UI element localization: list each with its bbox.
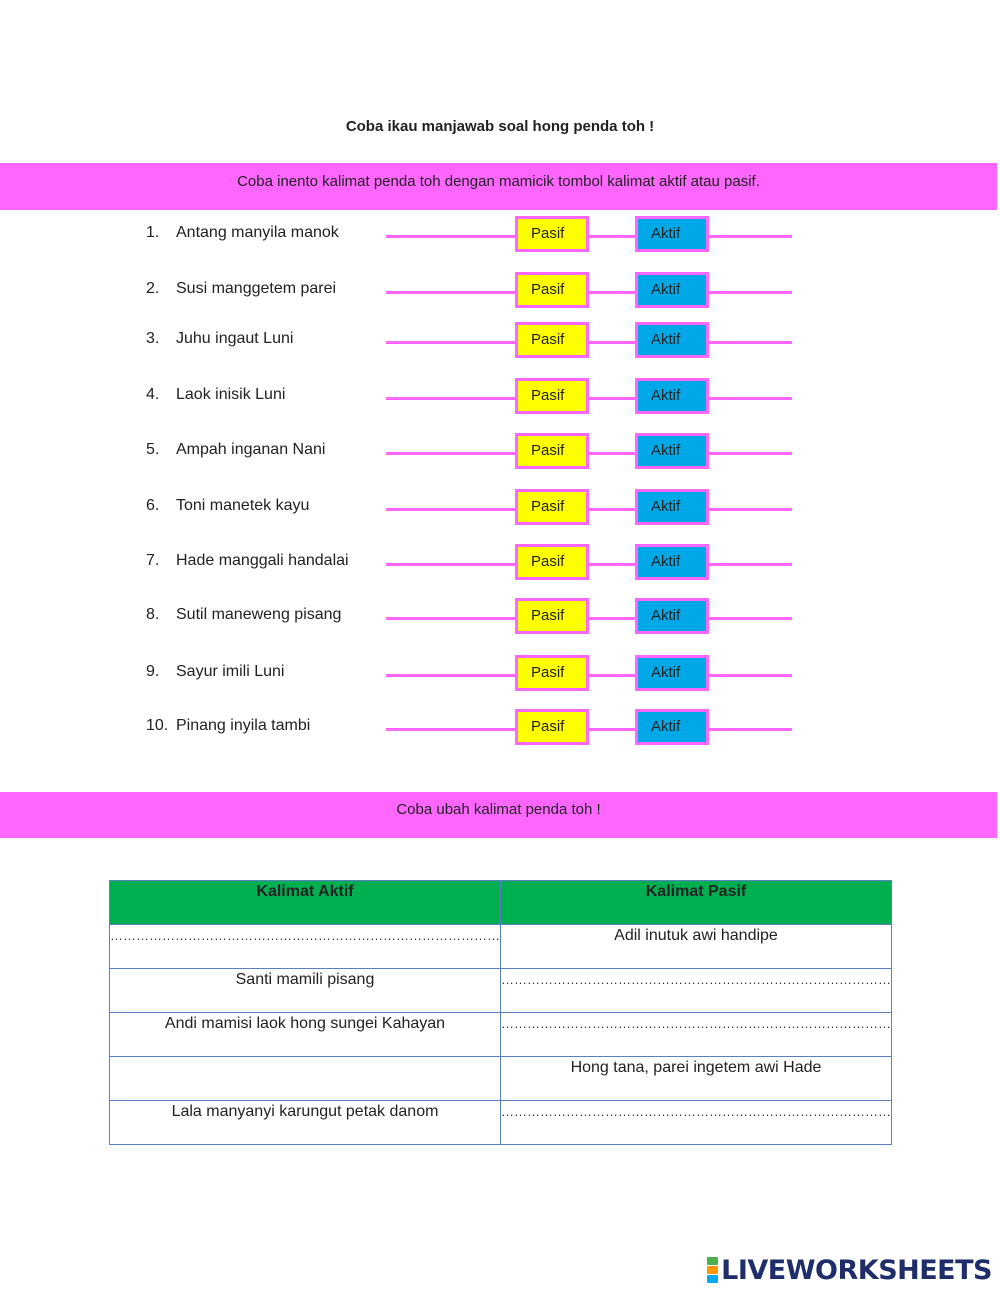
connector-line (588, 617, 636, 620)
question-text: Ampah inganan Nani (176, 441, 326, 458)
question-number: 10. (146, 717, 169, 734)
question-row (0, 655, 1000, 695)
pasif-cell[interactable] (501, 1101, 892, 1145)
question-number: 3. (146, 330, 160, 347)
pasif-cell: Adil inutuk awi handipe (501, 925, 892, 969)
answer-blank[interactable]: ……………………………………………………………………………… (501, 1016, 891, 1031)
table-row (110, 969, 892, 1013)
connector-line (386, 563, 516, 566)
question-number: 7. (146, 552, 160, 569)
header-kalimat-aktif: Kalimat Aktif (110, 881, 501, 925)
question-number: 9. (146, 663, 160, 680)
answer-blank[interactable]: ……………………………………………………………………………… (501, 972, 891, 987)
page-title: Coba ikau manjawab soal hong penda toh ! (345, 118, 655, 135)
pasif-button[interactable]: Pasif (515, 655, 589, 691)
connector-line (708, 617, 792, 620)
connector-line (386, 508, 516, 511)
instruction-banner-1: Coba inento kalimat penda toh dengan mamicik tombol kalimat aktif atau pasif. (0, 163, 997, 210)
aktif-cell[interactable] (110, 925, 501, 969)
aktif-cell: Lala manyanyi karungut petak danom (110, 1101, 501, 1145)
aktif-button[interactable]: Aktif (635, 489, 709, 525)
connector-line (386, 452, 516, 455)
answer-table (109, 880, 892, 1145)
question-text: Antang manyila manok (176, 224, 339, 241)
question-text: Laok inisik Luni (176, 386, 286, 403)
question-row (0, 544, 1000, 584)
pasif-cell[interactable] (501, 969, 892, 1013)
question-row (0, 709, 1000, 749)
aktif-button[interactable]: Aktif (635, 322, 709, 358)
question-number: 4. (146, 386, 160, 403)
connector-line (386, 674, 516, 677)
answer-blank[interactable]: ……………………………………………………………………………… (501, 1104, 891, 1119)
pasif-button[interactable]: Pasif (515, 378, 589, 414)
connector-line (588, 341, 636, 344)
connector-line (708, 235, 792, 238)
question-row (0, 433, 1000, 473)
connector-line (386, 341, 516, 344)
liveworksheets-logo (707, 1252, 992, 1288)
connector-line (708, 341, 792, 344)
aktif-cell[interactable] (110, 1057, 501, 1101)
connector-line (708, 674, 792, 677)
connector-line (386, 235, 516, 238)
aktif-button[interactable]: Aktif (635, 709, 709, 745)
connector-line (588, 674, 636, 677)
aktif-button[interactable]: Aktif (635, 272, 709, 308)
connector-line (588, 397, 636, 400)
logo-mark-block (707, 1275, 718, 1283)
pasif-button[interactable]: Pasif (515, 433, 589, 469)
connector-line (588, 508, 636, 511)
connector-line (708, 452, 792, 455)
pasif-button[interactable]: Pasif (515, 272, 589, 308)
connector-line (588, 728, 636, 731)
aktif-button[interactable]: Aktif (635, 544, 709, 580)
question-text: Toni manetek kayu (176, 497, 310, 514)
pasif-button[interactable]: Pasif (515, 709, 589, 745)
connector-line (588, 563, 636, 566)
pasif-cell: Hong tana, parei ingetem awi Hade (501, 1057, 892, 1101)
connector-line (386, 291, 516, 294)
aktif-cell: Andi mamisi laok hong sungei Kahayan (110, 1013, 501, 1057)
connector-line (588, 452, 636, 455)
aktif-button[interactable]: Aktif (635, 216, 709, 252)
table-row (110, 1057, 892, 1101)
instruction-banner-2: Coba ubah kalimat penda toh ! (0, 792, 997, 838)
question-row (0, 272, 1000, 312)
logo-mark-block (707, 1266, 718, 1274)
pasif-button[interactable]: Pasif (515, 216, 589, 252)
pasif-button[interactable]: Pasif (515, 322, 589, 358)
answer-blank[interactable]: ……………………………………………………………………………… (110, 928, 500, 943)
question-row (0, 489, 1000, 529)
aktif-button[interactable]: Aktif (635, 655, 709, 691)
connector-line (708, 508, 792, 511)
header-kalimat-pasif: Kalimat Pasif (501, 881, 892, 925)
connector-line (386, 397, 516, 400)
question-text: Pinang inyila tambi (176, 717, 311, 734)
pasif-cell[interactable] (501, 1013, 892, 1057)
logo-mark-icon (707, 1257, 718, 1283)
pasif-button[interactable]: Pasif (515, 598, 589, 634)
table-row (110, 925, 892, 969)
connector-line (386, 617, 516, 620)
aktif-cell: Santi mamili pisang (110, 969, 501, 1013)
question-text: Juhu ingaut Luni (176, 330, 294, 347)
question-text: Sayur imili Luni (176, 663, 285, 680)
aktif-button[interactable]: Aktif (635, 378, 709, 414)
connector-line (708, 563, 792, 566)
pasif-button[interactable]: Pasif (515, 544, 589, 580)
question-row (0, 322, 1000, 362)
table-row (110, 1101, 892, 1145)
logo-mark-block (707, 1257, 718, 1265)
pasif-button[interactable]: Pasif (515, 489, 589, 525)
question-number: 6. (146, 497, 160, 514)
connector-line (386, 728, 516, 731)
question-row (0, 378, 1000, 418)
logo-text: LIVEWORKSHEETS (721, 1254, 992, 1286)
question-number: 2. (146, 280, 160, 297)
question-number: 5. (146, 441, 160, 458)
table-header-row (110, 881, 892, 925)
connector-line (708, 728, 792, 731)
connector-line (588, 235, 636, 238)
question-text: Susi manggetem parei (176, 280, 337, 297)
aktif-button[interactable]: Aktif (635, 598, 709, 634)
question-number: 8. (146, 606, 160, 623)
question-number: 1. (146, 224, 160, 241)
connector-line (588, 291, 636, 294)
connector-line (708, 291, 792, 294)
table-row (110, 1013, 892, 1057)
question-text: Sutil maneweng pisang (176, 606, 342, 623)
question-row (0, 216, 1000, 256)
question-text: Hade manggali handalai (176, 552, 349, 569)
connector-line (708, 397, 792, 400)
question-row (0, 598, 1000, 638)
aktif-button[interactable]: Aktif (635, 433, 709, 469)
